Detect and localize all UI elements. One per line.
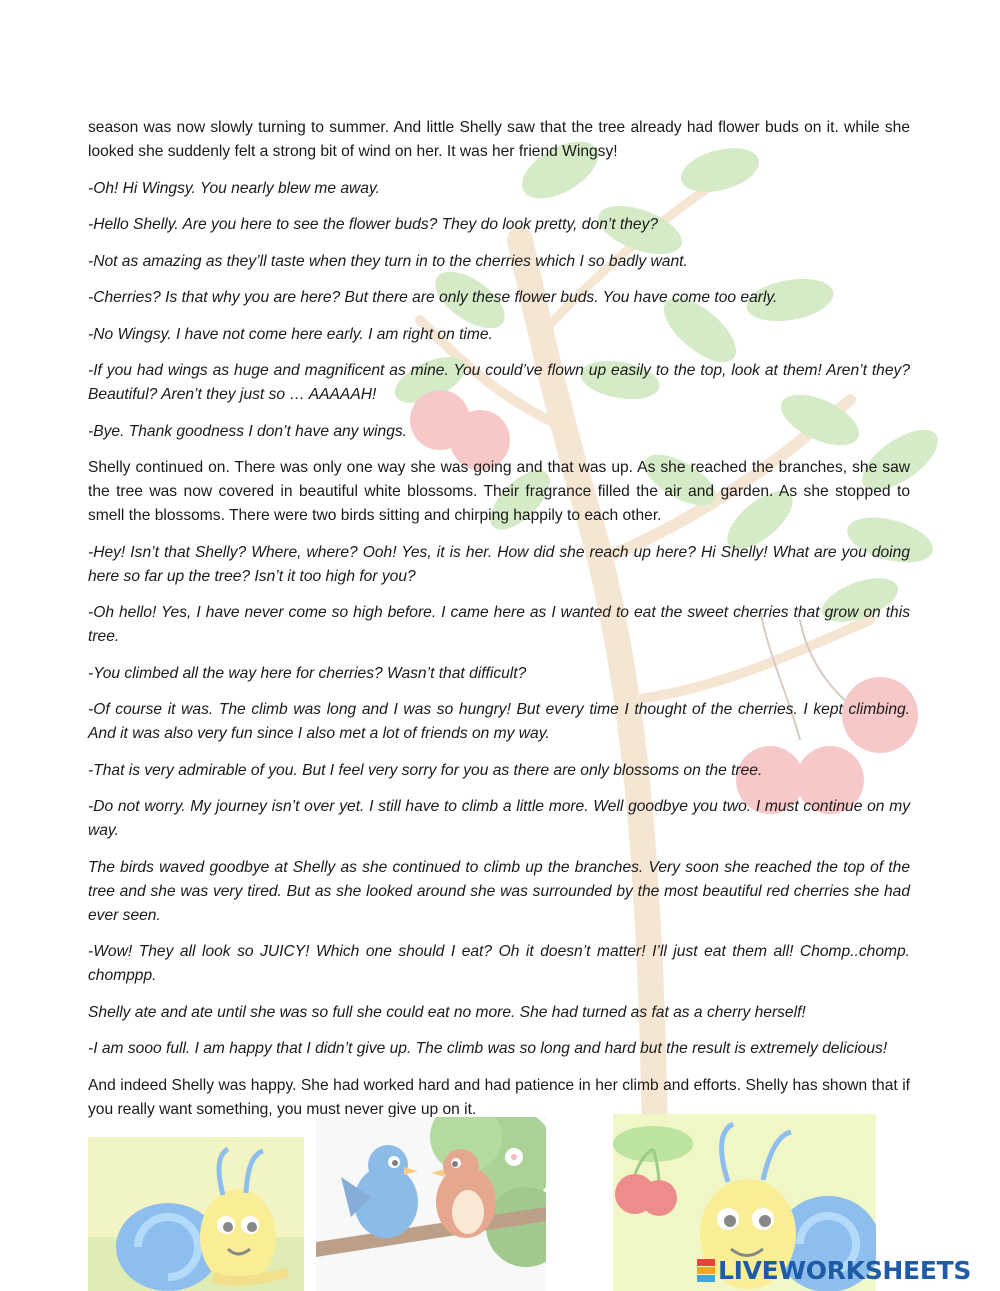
story-paragraph: -Wow! They all look so JUICY! Which one should I eat? Oh it doesn’t matter! I’ll just eat them all! Chomp..chomp. chomppp. [88, 943, 910, 984]
logo-text: LIVEWORKSHEETS [718, 1255, 972, 1285]
story-paragraph: -No Wingsy. I have not come here early. I am right on time. [88, 325, 493, 343]
story-paragraph: -That is very admirable of you. But I feel very sorry for you as there are only blossoms on the tree. [88, 761, 763, 779]
story-text [88, 116, 910, 1134]
story-paragraph: -Oh! Hi Wingsy. You nearly blew me away. [88, 179, 380, 197]
story-paragraph: Shelly ate and ate until she was so full she could eat no more. She had turned as fat as a cherry herself! [88, 1003, 806, 1021]
story-paragraph: -Hey! Isn’t that Shelly? Where, where? Ooh! Yes, it is her. How did she reach up here? Hi Shelly! What are you doing here so far up the tree? Isn’t it too high for you? [88, 543, 910, 585]
story-paragraph: -Bye. Thank goodness I don’t have any wings. [88, 422, 407, 440]
story-paragraph: -If you had wings as huge and magnificent as mine. You could’ve flown up easily to the top, look at them! Aren’t they? Beautiful? Aren’t they just so … AAAAAH! [88, 362, 910, 403]
snail-illustration [88, 1137, 304, 1291]
story-paragraph: -Cherries? Is that why you are here? But there are only these flower buds. You have come too early. [88, 289, 778, 306]
story-paragraph: -I am sooo full. I am happy that I didn’t give up. The climb was so long and hard but the result is extremely delicious! [88, 1040, 888, 1057]
story-paragraph: -Not as amazing as they’ll taste when they turn in to the cherries which I so badly want. [88, 252, 688, 270]
liveworksheets-logo [697, 1255, 971, 1285]
story-paragraph: The birds waved goodbye at Shelly as she continued to climb up the branches. Very soon she reached the top of the tree and she was very tired. But as she looked around she was surrounded by the most beautiful red cherries she had ever seen. [88, 858, 910, 924]
story-paragraph: season was now slowly turning to summer. And little Shelly saw that the tree already had flower buds on it. while she looked she suddenly felt a strong bit of wind on her. It was her friend Wingsy! [88, 119, 910, 160]
birds-illustration [316, 1117, 546, 1291]
logo-mark-icon [697, 1259, 715, 1282]
story-paragraph: -You climbed all the way here for cherries? Wasn’t that difficult? [88, 664, 527, 682]
story-paragraph: Shelly continued on. There was only one way she was going and that was up. As she reached the branches, she saw the tree was now covered in beautiful white blossoms. Their fragrance filled the air and garden. As she stopped to smell the blossoms. There were two birds sitting and chirping happily to each other. [88, 459, 910, 524]
story-paragraph: -Do not worry. My journey isn’t over yet. I still have to climb a little more. Well goodbye you two. I must continue on my way. [88, 798, 910, 839]
story-paragraph: -Hello Shelly. Are you here to see the flower buds? They do look pretty, don’t they? [88, 216, 659, 233]
story-paragraph: -Oh hello! Yes, I have never come so high before. I came here as I wanted to eat the sweet cherries that grow on this tree. [88, 604, 910, 645]
story-paragraph: And indeed Shelly was happy. She had worked hard and had patience in her climb and efforts. Shelly has shown that if you really want something, you must never give up on it. [88, 1076, 910, 1118]
story-paragraph: -Of course it was. The climb was long and I was so hungry! But every time I thought of the cherries. I kept climbing. And it was also very fun since I also met a lot of friends on my way. [88, 701, 910, 742]
